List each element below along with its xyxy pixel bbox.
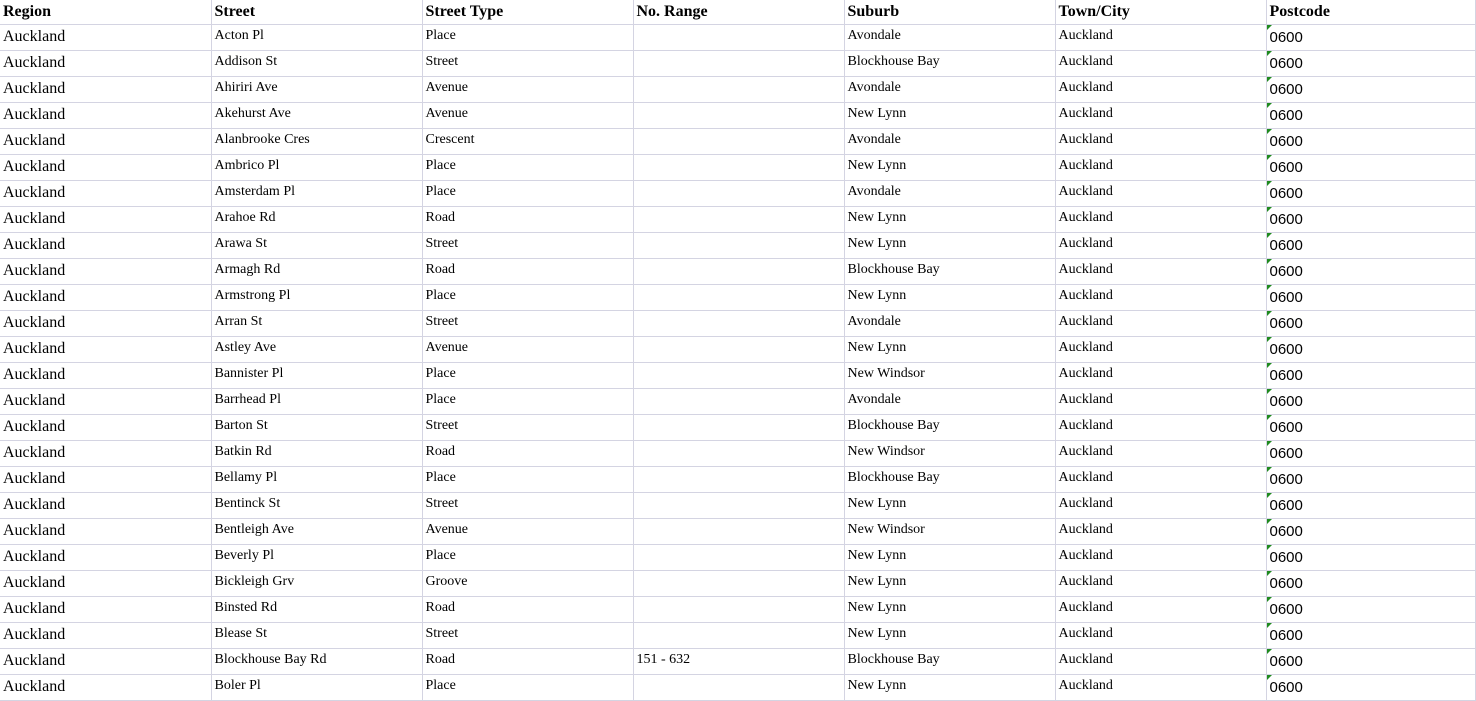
town-city-cell[interactable]: Auckland [1055,415,1266,441]
suburb-cell[interactable]: Blockhouse Bay [844,467,1055,493]
street-cell[interactable]: Barton St [211,415,422,441]
region-cell[interactable]: Auckland [0,103,211,129]
postcode-cell[interactable] [1266,155,1475,181]
street-cell[interactable]: Batkin Rd [211,441,422,467]
number-range-cell[interactable] [633,415,844,441]
number-stored-as-text-indicator-icon [1267,181,1272,186]
table-row [0,519,1475,545]
number-range-cell[interactable] [633,77,844,103]
region-cell[interactable]: Auckland [0,129,211,155]
region-cell[interactable]: Auckland [0,233,211,259]
postcode-value: 0600 [1269,185,1303,202]
suburb-cell[interactable]: Blockhouse Bay [844,415,1055,441]
town-city-cell[interactable]: Auckland [1055,467,1266,493]
table-row [0,233,1475,259]
number-range-cell[interactable] [633,389,844,415]
street-type-cell[interactable]: Street [422,51,633,77]
suburb-cell[interactable]: New Lynn [844,623,1055,649]
number-range-cell[interactable] [633,441,844,467]
region-cell[interactable]: Auckland [0,571,211,597]
number-range-cell[interactable] [633,363,844,389]
street-cell[interactable]: Bentinck St [211,493,422,519]
table-row [0,259,1475,285]
number-range-cell[interactable] [633,285,844,311]
postcode-cell[interactable] [1266,285,1475,311]
postcode-value: 0600 [1269,29,1303,46]
region-cell[interactable]: Auckland [0,311,211,337]
suburb-cell[interactable]: New Lynn [844,545,1055,571]
town-city-cell[interactable]: Auckland [1055,129,1266,155]
number-stored-as-text-indicator-icon [1267,363,1272,368]
suburb-cell[interactable]: Avondale [844,389,1055,415]
street-type-cell[interactable]: Place [422,25,633,51]
number-stored-as-text-indicator-icon [1267,623,1272,628]
town-city-cell[interactable]: Auckland [1055,441,1266,467]
street-cell[interactable]: Bentleigh Ave [211,519,422,545]
street-cell[interactable]: Arahoe Rd [211,207,422,233]
number-range-cell[interactable] [633,103,844,129]
town-city-cell[interactable]: Auckland [1055,207,1266,233]
number-stored-as-text-indicator-icon [1267,51,1272,56]
table-row [0,545,1475,571]
street-type-cell[interactable]: Street [422,311,633,337]
street-type-cell[interactable]: Road [422,207,633,233]
table-row [0,181,1475,207]
street-cell[interactable]: Armagh Rd [211,259,422,285]
street-type-cell[interactable]: Street [422,415,633,441]
suburb-cell[interactable]: New Lynn [844,597,1055,623]
town-city-cell[interactable]: Auckland [1055,623,1266,649]
table-row [0,441,1475,467]
postcode-cell[interactable] [1266,415,1475,441]
region-cell[interactable]: Auckland [0,493,211,519]
number-range-cell[interactable] [633,675,844,701]
town-city-cell[interactable]: Auckland [1055,25,1266,51]
postcode-value: 0600 [1269,601,1303,618]
suburb-cell[interactable]: New Lynn [844,285,1055,311]
table-row [0,311,1475,337]
number-range-cell[interactable] [633,233,844,259]
suburb-cell[interactable]: Avondale [844,129,1055,155]
postcode-cell[interactable] [1266,467,1475,493]
number-range-cell[interactable] [633,623,844,649]
postcode-cell[interactable] [1266,441,1475,467]
street-type-cell[interactable]: Place [422,545,633,571]
region-cell[interactable]: Auckland [0,259,211,285]
postcode-value: 0600 [1269,315,1303,332]
number-range-cell[interactable] [633,493,844,519]
street-type-cell[interactable]: Road [422,597,633,623]
street-cell[interactable]: Ambrico Pl [211,155,422,181]
table-row [0,571,1475,597]
street-type-cell[interactable]: Street [422,623,633,649]
suburb-cell[interactable]: New Lynn [844,207,1055,233]
number-range-cell[interactable] [633,467,844,493]
number-stored-as-text-indicator-icon [1267,571,1272,576]
postcode-cell[interactable] [1266,129,1475,155]
postcode-cell[interactable] [1266,675,1475,701]
table-row [0,129,1475,155]
postcode-value: 0600 [1269,679,1303,696]
street-cell[interactable]: Barrhead Pl [211,389,422,415]
town-city-cell[interactable]: Auckland [1055,649,1266,675]
number-stored-as-text-indicator-icon [1267,441,1272,446]
town-city-cell[interactable]: Auckland [1055,181,1266,207]
street-cell[interactable]: Beverly Pl [211,545,422,571]
street-type-cell[interactable]: Place [422,389,633,415]
street-cell[interactable]: Bannister Pl [211,363,422,389]
suburb-cell[interactable]: Blockhouse Bay [844,51,1055,77]
table-row [0,337,1475,363]
postcode-cell[interactable] [1266,493,1475,519]
suburb-cell[interactable]: New Windsor [844,441,1055,467]
street-type-cell[interactable]: Avenue [422,519,633,545]
town-city-cell[interactable]: Auckland [1055,519,1266,545]
street-type-cell[interactable]: Place [422,285,633,311]
region-cell[interactable]: Auckland [0,597,211,623]
street-cell[interactable]: Arran St [211,311,422,337]
street-cell[interactable]: Akehurst Ave [211,103,422,129]
postcode-value: 0600 [1269,445,1303,462]
header-street-type[interactable]: Street Type [422,0,633,25]
number-range-cell[interactable] [633,259,844,285]
number-stored-as-text-indicator-icon [1267,103,1272,108]
postcode-cell[interactable] [1266,649,1475,675]
table-row [0,649,1475,675]
table-row [0,389,1475,415]
postcode-value: 0600 [1269,341,1303,358]
number-stored-as-text-indicator-icon [1267,389,1272,394]
town-city-cell[interactable]: Auckland [1055,545,1266,571]
postcode-value: 0600 [1269,393,1303,410]
street-type-cell[interactable]: Place [422,675,633,701]
town-city-cell[interactable]: Auckland [1055,389,1266,415]
table-row [0,675,1475,701]
street-type-cell[interactable]: Place [422,181,633,207]
postcode-value: 0600 [1269,367,1303,384]
number-range-cell[interactable] [633,207,844,233]
table-row [0,207,1475,233]
number-range-cell[interactable] [633,25,844,51]
number-range-cell[interactable] [633,311,844,337]
number-stored-as-text-indicator-icon [1267,675,1272,680]
number-stored-as-text-indicator-icon [1267,519,1272,524]
postcode-cell[interactable] [1266,51,1475,77]
table-row [0,597,1475,623]
region-cell[interactable]: Auckland [0,519,211,545]
region-cell[interactable]: Auckland [0,389,211,415]
postcode-value: 0600 [1269,159,1303,176]
town-city-cell[interactable]: Auckland [1055,233,1266,259]
town-city-cell[interactable]: Auckland [1055,259,1266,285]
suburb-cell[interactable]: New Lynn [844,103,1055,129]
postcode-value: 0600 [1269,237,1303,254]
street-type-cell[interactable]: Place [422,155,633,181]
postcode-value: 0600 [1269,653,1303,670]
table-body [0,25,1475,701]
region-cell[interactable]: Auckland [0,467,211,493]
number-stored-as-text-indicator-icon [1267,259,1272,264]
postcode-cell[interactable] [1266,311,1475,337]
suburb-cell[interactable]: New Windsor [844,519,1055,545]
town-city-cell[interactable]: Auckland [1055,311,1266,337]
street-type-cell[interactable]: Road [422,441,633,467]
postcode-value: 0600 [1269,627,1303,644]
number-stored-as-text-indicator-icon [1267,337,1272,342]
table-row [0,51,1475,77]
header-row [0,0,1475,25]
number-stored-as-text-indicator-icon [1267,129,1272,134]
postcode-cell[interactable] [1266,207,1475,233]
table-row [0,623,1475,649]
number-range-cell[interactable] [633,129,844,155]
street-cell[interactable]: Bickleigh Grv [211,571,422,597]
region-cell[interactable]: Auckland [0,545,211,571]
town-city-cell[interactable]: Auckland [1055,155,1266,181]
region-cell[interactable]: Auckland [0,155,211,181]
table-row [0,363,1475,389]
postcode-cell[interactable] [1266,181,1475,207]
number-range-cell[interactable] [633,571,844,597]
postcode-value: 0600 [1269,81,1303,98]
suburb-cell[interactable]: New Windsor [844,363,1055,389]
postcode-value: 0600 [1269,263,1303,280]
street-type-cell[interactable]: Place [422,363,633,389]
region-cell[interactable]: Auckland [0,623,211,649]
number-stored-as-text-indicator-icon [1267,597,1272,602]
number-range-cell[interactable] [633,155,844,181]
table-row [0,25,1475,51]
number-stored-as-text-indicator-icon [1267,311,1272,316]
number-range-cell[interactable] [633,51,844,77]
postcode-cell[interactable] [1266,571,1475,597]
region-cell[interactable]: Auckland [0,363,211,389]
number-stored-as-text-indicator-icon [1267,207,1272,212]
header-region[interactable]: Region [0,0,211,25]
street-cell[interactable]: Bellamy Pl [211,467,422,493]
region-cell[interactable]: Auckland [0,25,211,51]
suburb-cell[interactable]: New Lynn [844,233,1055,259]
suburb-cell[interactable]: Blockhouse Bay [844,649,1055,675]
number-range-cell[interactable] [633,597,844,623]
suburb-cell[interactable]: Avondale [844,311,1055,337]
town-city-cell[interactable]: Auckland [1055,363,1266,389]
region-cell[interactable]: Auckland [0,415,211,441]
header-number-range[interactable]: No. Range [633,0,844,25]
street-cell[interactable]: Acton Pl [211,25,422,51]
suburb-cell[interactable]: Avondale [844,25,1055,51]
header-street[interactable]: Street [211,0,422,25]
street-type-cell[interactable]: Road [422,259,633,285]
street-type-cell[interactable]: Street [422,233,633,259]
street-type-cell[interactable]: Place [422,467,633,493]
region-cell[interactable]: Auckland [0,77,211,103]
town-city-cell[interactable]: Auckland [1055,51,1266,77]
postcode-cell[interactable] [1266,519,1475,545]
number-stored-as-text-indicator-icon [1267,285,1272,290]
header-postcode[interactable]: Postcode [1266,0,1475,25]
town-city-cell[interactable]: Auckland [1055,597,1266,623]
header-suburb[interactable]: Suburb [844,0,1055,25]
table-row [0,467,1475,493]
street-type-cell[interactable]: Avenue [422,103,633,129]
street-cell[interactable]: Blockhouse Bay Rd [211,649,422,675]
postcode-value: 0600 [1269,419,1303,436]
postcode-cell[interactable] [1266,233,1475,259]
header-town-city[interactable]: Town/City [1055,0,1266,25]
postcode-cell[interactable] [1266,363,1475,389]
postcode-value: 0600 [1269,55,1303,72]
suburb-cell[interactable]: New Lynn [844,571,1055,597]
postcode-cell[interactable] [1266,623,1475,649]
street-type-cell[interactable]: Avenue [422,77,633,103]
table-row [0,77,1475,103]
suburb-cell[interactable]: Avondale [844,77,1055,103]
postcode-value: 0600 [1269,549,1303,566]
region-cell[interactable]: Auckland [0,207,211,233]
table-row [0,493,1475,519]
number-stored-as-text-indicator-icon [1267,649,1272,654]
postcode-value: 0600 [1269,289,1303,306]
postcode-cell[interactable] [1266,259,1475,285]
street-type-cell[interactable]: Avenue [422,337,633,363]
street-type-cell[interactable]: Road [422,649,633,675]
suburb-cell[interactable]: Avondale [844,181,1055,207]
street-cell[interactable]: Arawa St [211,233,422,259]
postcode-cell[interactable] [1266,597,1475,623]
postcode-value: 0600 [1269,107,1303,124]
number-stored-as-text-indicator-icon [1267,77,1272,82]
postcode-value: 0600 [1269,471,1303,488]
town-city-cell[interactable]: Auckland [1055,337,1266,363]
postcode-cell[interactable] [1266,25,1475,51]
table-row [0,103,1475,129]
street-cell[interactable]: Alanbrooke Cres [211,129,422,155]
postcode-cell[interactable] [1266,545,1475,571]
region-cell[interactable]: Auckland [0,441,211,467]
number-stored-as-text-indicator-icon [1267,415,1272,420]
region-cell[interactable]: Auckland [0,51,211,77]
number-stored-as-text-indicator-icon [1267,233,1272,238]
town-city-cell[interactable]: Auckland [1055,493,1266,519]
street-cell[interactable]: Boler Pl [211,675,422,701]
number-stored-as-text-indicator-icon [1267,25,1272,30]
table-row [0,155,1475,181]
number-range-cell[interactable] [633,181,844,207]
postcode-value: 0600 [1269,497,1303,514]
street-type-cell[interactable]: Crescent [422,129,633,155]
street-cell[interactable]: Addison St [211,51,422,77]
region-cell[interactable]: Auckland [0,675,211,701]
town-city-cell[interactable]: Auckland [1055,77,1266,103]
table-row [0,285,1475,311]
number-stored-as-text-indicator-icon [1267,545,1272,550]
postcode-value: 0600 [1269,575,1303,592]
street-type-cell[interactable]: Street [422,493,633,519]
region-cell[interactable]: Auckland [0,649,211,675]
number-stored-as-text-indicator-icon [1267,155,1272,160]
street-cell[interactable]: Amsterdam Pl [211,181,422,207]
town-city-cell[interactable]: Auckland [1055,571,1266,597]
number-range-cell[interactable] [633,545,844,571]
suburb-cell[interactable]: Blockhouse Bay [844,259,1055,285]
number-range-cell[interactable]: 151 - 632 [633,649,844,675]
suburb-cell[interactable]: New Lynn [844,493,1055,519]
region-cell[interactable]: Auckland [0,285,211,311]
number-range-cell[interactable] [633,519,844,545]
town-city-cell[interactable]: Auckland [1055,103,1266,129]
postcode-cell[interactable] [1266,389,1475,415]
suburb-cell[interactable]: New Lynn [844,337,1055,363]
town-city-cell[interactable]: Auckland [1055,285,1266,311]
street-cell[interactable]: Armstrong Pl [211,285,422,311]
postcode-cell[interactable] [1266,103,1475,129]
number-range-cell[interactable] [633,337,844,363]
number-stored-as-text-indicator-icon [1267,467,1272,472]
postcode-cell[interactable] [1266,337,1475,363]
street-cell[interactable]: Astley Ave [211,337,422,363]
table-row [0,415,1475,441]
postcode-value: 0600 [1269,523,1303,540]
street-type-cell[interactable]: Groove [422,571,633,597]
suburb-cell[interactable]: New Lynn [844,675,1055,701]
postcode-cell[interactable] [1266,77,1475,103]
street-cell[interactable]: Ahiriri Ave [211,77,422,103]
town-city-cell[interactable]: Auckland [1055,675,1266,701]
street-cell[interactable]: Binsted Rd [211,597,422,623]
region-cell[interactable]: Auckland [0,337,211,363]
postcode-value: 0600 [1269,211,1303,228]
number-stored-as-text-indicator-icon [1267,493,1272,498]
street-cell[interactable]: Blease St [211,623,422,649]
postcode-value: 0600 [1269,133,1303,150]
region-cell[interactable]: Auckland [0,181,211,207]
suburb-cell[interactable]: New Lynn [844,155,1055,181]
